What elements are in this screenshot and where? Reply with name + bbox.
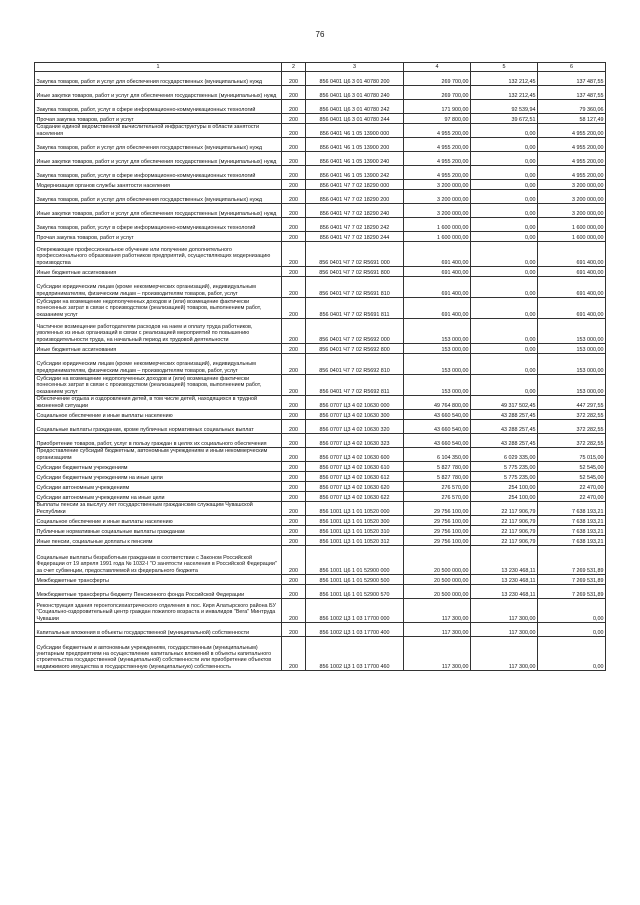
table-row (35, 190, 606, 204)
row-line-code: 200 (282, 585, 306, 599)
table-row (35, 462, 606, 472)
row-budget-code: 856 0401 Ц6 3 01 40780 244 (306, 114, 404, 124)
row-approved-amount: 276 570,00 (404, 492, 471, 502)
row-line-code: 200 (282, 637, 306, 671)
col-header-6: 6 (538, 63, 606, 72)
row-line-code: 200 (282, 410, 306, 420)
row-name: Капитальные вложения в объекты государственной (муниципальной) собственности (35, 623, 282, 637)
row-approved-amount: 43 660 540,00 (404, 420, 471, 434)
row-approved-amount: 153 000,00 (404, 344, 471, 354)
row-approved-amount: 5 827 780,00 (404, 472, 471, 482)
row-remaining-amount: 1 600 000,00 (538, 218, 606, 232)
table-row (35, 298, 606, 319)
row-approved-amount: 43 660 540,00 (404, 434, 471, 448)
row-executed-amount: 6 029 335,00 (471, 448, 538, 462)
table-row (35, 637, 606, 671)
row-line-code: 200 (282, 472, 306, 482)
row-line-code: 200 (282, 72, 306, 86)
row-budget-code: 856 0401 Ч7 7 02 R5692 800 (306, 344, 404, 354)
row-budget-code: 856 0707 Ц3 4 02 10630 620 (306, 482, 404, 492)
row-approved-amount: 171 900,00 (404, 100, 471, 114)
table-row (35, 546, 606, 575)
table-row (35, 204, 606, 218)
row-executed-amount: 22 117 906,79 (471, 526, 538, 536)
row-executed-amount: 0,00 (471, 344, 538, 354)
row-name: Субсидии автономным учреждениям (35, 482, 282, 492)
table-row (35, 585, 606, 599)
row-budget-code: 856 0707 Ц3 4 02 10630 300 (306, 410, 404, 420)
row-remaining-amount: 3 200 000,00 (538, 180, 606, 190)
row-remaining-amount: 691 400,00 (538, 277, 606, 298)
row-remaining-amount: 7 269 531,89 (538, 575, 606, 585)
row-approved-amount: 43 660 540,00 (404, 410, 471, 420)
row-approved-amount: 29 756 100,00 (404, 536, 471, 546)
row-approved-amount: 1 600 000,00 (404, 218, 471, 232)
row-approved-amount: 6 104 350,00 (404, 448, 471, 462)
table-row (35, 492, 606, 502)
row-name: Социальное обеспечение и иные выплаты населению (35, 516, 282, 526)
row-executed-amount: 254 100,00 (471, 482, 538, 492)
row-approved-amount: 29 756 100,00 (404, 516, 471, 526)
row-name: Закупка товаров, работ, услуг в сфере информационно-коммуникационных технологий (35, 166, 282, 180)
row-executed-amount: 0,00 (471, 124, 538, 138)
row-line-code: 200 (282, 180, 306, 190)
row-approved-amount: 4 955 200,00 (404, 166, 471, 180)
table-row (35, 536, 606, 546)
row-executed-amount: 22 117 906,79 (471, 502, 538, 516)
row-budget-code: 856 0707 Ц3 4 02 10630 323 (306, 434, 404, 448)
table-row (35, 502, 606, 516)
row-remaining-amount: 447 297,55 (538, 396, 606, 410)
row-approved-amount: 153 000,00 (404, 319, 471, 344)
row-line-code: 200 (282, 599, 306, 623)
row-budget-code: 856 1002 Ц3 1 03 17700 460 (306, 637, 404, 671)
row-remaining-amount: 137 487,55 (538, 72, 606, 86)
row-name: Субсидии автономным учреждениям на иные цели (35, 492, 282, 502)
row-executed-amount: 0,00 (471, 190, 538, 204)
row-approved-amount: 4 955 200,00 (404, 152, 471, 166)
row-approved-amount: 1 600 000,00 (404, 232, 471, 242)
row-approved-amount: 4 955 200,00 (404, 124, 471, 138)
row-name: Выплаты пенсии за выслугу лет государственным гражданским служащим Чувашской Республики (35, 502, 282, 516)
row-line-code: 200 (282, 354, 306, 375)
row-budget-code: 856 1002 Ц3 1 03 17700 400 (306, 623, 404, 637)
row-remaining-amount: 4 955 200,00 (538, 138, 606, 152)
row-line-code: 200 (282, 462, 306, 472)
row-name: Социальное обеспечение и иные выплаты населению (35, 410, 282, 420)
row-remaining-amount: 58 127,49 (538, 114, 606, 124)
row-line-code: 200 (282, 575, 306, 585)
row-remaining-amount: 52 545,00 (538, 472, 606, 482)
row-executed-amount: 117 300,00 (471, 599, 538, 623)
row-executed-amount: 43 288 257,45 (471, 410, 538, 420)
row-executed-amount: 5 775 235,00 (471, 472, 538, 482)
row-line-code: 200 (282, 536, 306, 546)
row-approved-amount: 269 700,00 (404, 86, 471, 100)
row-budget-code: 856 0707 Ц3 4 02 10630 000 (306, 396, 404, 410)
row-executed-amount: 49 317 502,45 (471, 396, 538, 410)
row-approved-amount: 691 400,00 (404, 267, 471, 277)
row-budget-code: 856 0401 Ч7 7 02 R5692 811 (306, 375, 404, 396)
row-budget-code: 856 0401 Ч7 7 02 R5692 000 (306, 319, 404, 344)
row-approved-amount: 20 500 000,00 (404, 585, 471, 599)
row-executed-amount: 43 288 257,45 (471, 434, 538, 448)
row-executed-amount: 39 672,51 (471, 114, 538, 124)
row-name: Социальные выплаты безработным гражданам в соответствии с Законом Российской Федерации от 19 апреля 1991 года № 1032-I "О занятости населения в Российской Федерации" за счет субвенции, предоставляемой из федерального бюджета (35, 546, 282, 575)
table-row (35, 218, 606, 232)
row-name: Межбюджетные трансферты (35, 575, 282, 585)
row-remaining-amount: 0,00 (538, 599, 606, 623)
row-name: Приобретение товаров, работ, услуг в пользу граждан в целях их социального обеспечения (35, 434, 282, 448)
row-approved-amount: 29 756 100,00 (404, 526, 471, 536)
col-header-5: 5 (471, 63, 538, 72)
row-approved-amount: 3 200 000,00 (404, 204, 471, 218)
row-name: Субсидии на возмещение недополученных доходов и (или) возмещение фактически понесенных затрат в связи с производством (реализацией) товаров, выполнением работ, оказанием услуг (35, 375, 282, 396)
row-remaining-amount: 153 000,00 (538, 319, 606, 344)
table-row (35, 575, 606, 585)
row-name: Прочая закупка товаров, работ и услуг (35, 232, 282, 242)
row-approved-amount: 691 400,00 (404, 242, 471, 267)
table-row (35, 482, 606, 492)
table-row (35, 375, 606, 396)
row-line-code: 200 (282, 396, 306, 410)
row-budget-code: 856 0707 Ц3 4 02 10630 612 (306, 472, 404, 482)
row-approved-amount: 3 200 000,00 (404, 190, 471, 204)
row-approved-amount: 153 000,00 (404, 354, 471, 375)
row-executed-amount: 0,00 (471, 180, 538, 190)
row-line-code: 200 (282, 420, 306, 434)
row-name: Субсидии бюджетным и автономным учреждениям, государственным (муниципальным) унитарным предприятиям на осуществление капитальных вложений в объекты капитального строительства государственной (муниципальной) собственности или приобретение объектов недвижимого имущества в государственную (муниципальную) собственность (35, 637, 282, 671)
row-remaining-amount: 7 638 193,21 (538, 516, 606, 526)
row-name: Модернизация органов службы занятости населения (35, 180, 282, 190)
table-row (35, 138, 606, 152)
row-budget-code: 856 0401 Ц6 3 01 40780 240 (306, 86, 404, 100)
row-line-code: 200 (282, 190, 306, 204)
row-remaining-amount: 4 955 200,00 (538, 152, 606, 166)
row-name: Закупка товаров, работ, услуг в сфере информационно-коммуникационных технологий (35, 218, 282, 232)
row-approved-amount: 5 827 780,00 (404, 462, 471, 472)
table-body (35, 72, 606, 671)
row-executed-amount: 117 300,00 (471, 637, 538, 671)
row-remaining-amount: 0,00 (538, 637, 606, 671)
row-name: Прочая закупка товаров, работ и услуг (35, 114, 282, 124)
row-executed-amount: 22 117 906,79 (471, 536, 538, 546)
row-budget-code: 856 1001 Ц3 1 01 10520 300 (306, 516, 404, 526)
row-line-code: 200 (282, 100, 306, 114)
row-executed-amount: 5 775 235,00 (471, 462, 538, 472)
row-remaining-amount: 75 015,00 (538, 448, 606, 462)
row-remaining-amount: 153 000,00 (538, 354, 606, 375)
row-name: Публичные нормативные социальные выплаты гражданам (35, 526, 282, 536)
row-line-code: 200 (282, 502, 306, 516)
row-approved-amount: 20 500 000,00 (404, 575, 471, 585)
row-remaining-amount: 153 000,00 (538, 375, 606, 396)
row-executed-amount: 13 230 468,11 (471, 585, 538, 599)
row-budget-code: 856 0401 Ч6 1 05 13900 000 (306, 124, 404, 138)
row-name: Предоставление субсидий бюджетным, автономным учреждениям и иным некоммерческим организациям (35, 448, 282, 462)
row-name: Иные бюджетные ассигнования (35, 267, 282, 277)
row-name: Субсидии бюджетным учреждениям (35, 462, 282, 472)
row-executed-amount: 13 230 468,11 (471, 575, 538, 585)
page-number: 76 (315, 30, 325, 39)
row-budget-code: 856 0401 Ч7 7 02 R5692 810 (306, 354, 404, 375)
row-budget-code: 856 0707 Ц3 4 02 10630 610 (306, 462, 404, 472)
row-line-code: 200 (282, 546, 306, 575)
table-row (35, 448, 606, 462)
row-approved-amount: 691 400,00 (404, 277, 471, 298)
row-name: Иные пенсии, социальные доплаты к пенсиям (35, 536, 282, 546)
row-line-code: 200 (282, 124, 306, 138)
col-header-1: 1 (35, 63, 282, 72)
row-budget-code: 856 1001 Ц3 1 01 10520 000 (306, 502, 404, 516)
row-name: Частичное возмещение работодателям расходов на наем и оплату труда работников, уволенных из иных организаций в связи с реализацией мероприятий по повышению производительности труда, на начальный период их трудовой деятельности (35, 319, 282, 344)
row-line-code: 200 (282, 526, 306, 536)
row-name: Создание единой ведомственной вычислительной инфраструктуры в области занятости населения (35, 124, 282, 138)
table-row (35, 526, 606, 536)
row-name: Закупка товаров, работ и услуг для обеспечения государственных (муниципальных) нужд (35, 72, 282, 86)
row-remaining-amount: 7 269 531,89 (538, 585, 606, 599)
row-approved-amount: 276 570,00 (404, 482, 471, 492)
row-name: Закупка товаров, работ и услуг для обеспечения государственных (муниципальных) нужд (35, 138, 282, 152)
table-row (35, 100, 606, 114)
row-budget-code: 856 0707 Ц3 4 02 10630 600 (306, 448, 404, 462)
row-executed-amount: 132 212,45 (471, 72, 538, 86)
row-name: Опережающее профессиональное обучение или получение дополнительного профессионального образования работников предприятий, осуществляющих модернизацию производства (35, 242, 282, 267)
row-approved-amount: 117 300,00 (404, 599, 471, 623)
row-budget-code: 856 0401 Ч7 7 02 R5691 810 (306, 277, 404, 298)
row-approved-amount: 97 800,00 (404, 114, 471, 124)
row-budget-code: 856 1001 Ц3 1 01 10520 310 (306, 526, 404, 536)
table-row (35, 267, 606, 277)
row-remaining-amount: 4 955 200,00 (538, 124, 606, 138)
row-budget-code: 856 0707 Ц3 4 02 10630 320 (306, 420, 404, 434)
table-row (35, 623, 606, 637)
row-line-code: 200 (282, 218, 306, 232)
row-remaining-amount: 3 200 000,00 (538, 204, 606, 218)
row-executed-amount: 0,00 (471, 375, 538, 396)
row-executed-amount: 0,00 (471, 218, 538, 232)
row-name: Закупка товаров, работ, услуг в сфере информационно-коммуникационных технологий (35, 100, 282, 114)
row-approved-amount: 691 400,00 (404, 298, 471, 319)
row-name: Обеспечение отдыха и оздоровления детей, в том числе детей, находящихся в трудной жизненной ситуации (35, 396, 282, 410)
row-name: Социальные выплаты гражданам, кроме публичных нормативных социальных выплат (35, 420, 282, 434)
row-budget-code: 856 0401 Ч7 7 02 18290 200 (306, 190, 404, 204)
row-executed-amount: 43 288 257,45 (471, 420, 538, 434)
row-executed-amount: 0,00 (471, 242, 538, 267)
row-name: Межбюджетные трансферты бюджету Пенсионного фонда Российской Федерации (35, 585, 282, 599)
row-remaining-amount: 1 600 000,00 (538, 232, 606, 242)
row-remaining-amount: 7 638 193,21 (538, 502, 606, 516)
budget-execution-table (34, 62, 606, 671)
row-remaining-amount: 7 269 531,89 (538, 546, 606, 575)
row-remaining-amount: 0,00 (538, 623, 606, 637)
row-approved-amount: 20 500 000,00 (404, 546, 471, 575)
row-remaining-amount: 691 400,00 (538, 242, 606, 267)
table-row (35, 277, 606, 298)
row-name: Субсидии бюджетным учреждениям на иные цели (35, 472, 282, 482)
row-remaining-amount: 7 638 193,21 (538, 526, 606, 536)
row-line-code: 200 (282, 166, 306, 180)
row-line-code: 200 (282, 375, 306, 396)
table-row (35, 516, 606, 526)
row-executed-amount: 0,00 (471, 298, 538, 319)
row-budget-code: 856 1001 Ц6 1 01 52900 000 (306, 546, 404, 575)
row-line-code: 200 (282, 482, 306, 492)
table-row (35, 86, 606, 100)
row-executed-amount: 0,00 (471, 354, 538, 375)
table-row (35, 72, 606, 86)
table-row (35, 354, 606, 375)
table-row (35, 420, 606, 434)
row-approved-amount: 49 764 800,00 (404, 396, 471, 410)
table-row (35, 166, 606, 180)
table-row (35, 319, 606, 344)
col-header-2: 2 (282, 63, 306, 72)
table-row (35, 344, 606, 354)
row-budget-code: 856 1001 Ц3 1 01 10520 312 (306, 536, 404, 546)
row-line-code: 200 (282, 623, 306, 637)
row-executed-amount: 92 539,94 (471, 100, 538, 114)
row-executed-amount: 0,00 (471, 319, 538, 344)
row-line-code: 200 (282, 434, 306, 448)
row-name: Закупка товаров, работ и услуг для обеспечения государственных (муниципальных) нужд (35, 190, 282, 204)
row-name: Иные закупки товаров, работ и услуг для обеспечения государственных (муниципальных) нужд (35, 204, 282, 218)
table-row (35, 232, 606, 242)
row-line-code: 200 (282, 242, 306, 267)
row-approved-amount: 153 000,00 (404, 375, 471, 396)
row-executed-amount: 0,00 (471, 232, 538, 242)
row-approved-amount: 117 300,00 (404, 623, 471, 637)
row-remaining-amount: 372 282,55 (538, 410, 606, 420)
row-remaining-amount: 22 470,00 (538, 482, 606, 492)
row-budget-code: 856 0401 Ч7 7 02 R5691 811 (306, 298, 404, 319)
row-remaining-amount: 7 638 193,21 (538, 536, 606, 546)
row-line-code: 200 (282, 232, 306, 242)
row-line-code: 200 (282, 204, 306, 218)
row-executed-amount: 13 230 468,11 (471, 546, 538, 575)
row-approved-amount: 117 300,00 (404, 637, 471, 671)
row-remaining-amount: 52 545,00 (538, 462, 606, 472)
row-executed-amount: 0,00 (471, 152, 538, 166)
row-remaining-amount: 691 400,00 (538, 267, 606, 277)
row-budget-code: 856 0401 Ч6 1 05 13900 242 (306, 166, 404, 180)
row-line-code: 200 (282, 267, 306, 277)
row-remaining-amount: 3 200 000,00 (538, 190, 606, 204)
table-row (35, 396, 606, 410)
row-executed-amount: 132 212,45 (471, 86, 538, 100)
header-row (35, 63, 606, 72)
row-line-code: 200 (282, 277, 306, 298)
row-budget-code: 856 1002 Ц3 1 03 17700 000 (306, 599, 404, 623)
row-budget-code: 856 0401 Ч7 7 02 18290 240 (306, 204, 404, 218)
row-name: Субсидии на возмещение недополученных доходов и (или) возмещение фактически понесенных затрат в связи с производством (реализацией) товаров, выполнением работ, оказанием услуг (35, 298, 282, 319)
row-budget-code: 856 0401 Ч7 7 02 18290 242 (306, 218, 404, 232)
row-executed-amount: 0,00 (471, 277, 538, 298)
row-remaining-amount: 137 487,55 (538, 86, 606, 100)
row-line-code: 200 (282, 319, 306, 344)
table-row (35, 410, 606, 420)
row-line-code: 200 (282, 492, 306, 502)
row-budget-code: 856 1001 Ц6 1 01 52900 500 (306, 575, 404, 585)
row-executed-amount: 0,00 (471, 166, 538, 180)
row-budget-code: 856 0401 Ч6 1 05 13900 200 (306, 138, 404, 152)
row-budget-code: 856 0401 Ч7 7 02 18290 000 (306, 180, 404, 190)
table-row (35, 242, 606, 267)
row-approved-amount: 29 756 100,00 (404, 502, 471, 516)
row-line-code: 200 (282, 448, 306, 462)
row-approved-amount: 3 200 000,00 (404, 180, 471, 190)
table-row (35, 124, 606, 138)
row-name: Иные бюджетные ассигнования (35, 344, 282, 354)
row-executed-amount: 0,00 (471, 267, 538, 277)
row-budget-code: 856 0401 Ч6 1 05 13900 240 (306, 152, 404, 166)
row-approved-amount: 4 955 200,00 (404, 138, 471, 152)
row-remaining-amount: 79 360,06 (538, 100, 606, 114)
row-executed-amount: 0,00 (471, 138, 538, 152)
row-line-code: 200 (282, 344, 306, 354)
table-row (35, 180, 606, 190)
row-remaining-amount: 691 400,00 (538, 298, 606, 319)
row-line-code: 200 (282, 138, 306, 152)
row-budget-code: 856 1001 Ц6 1 01 52900 570 (306, 585, 404, 599)
row-line-code: 200 (282, 516, 306, 526)
row-budget-code: 856 0401 Ч7 7 02 R5691 000 (306, 242, 404, 267)
row-budget-code: 856 0401 Ц6 3 01 40780 242 (306, 100, 404, 114)
row-name: Субсидии юридическим лицам (кроме некоммерческих организаций), индивидуальным предпринимателям, физическим лицам – производителям товаров, работ, услуг (35, 354, 282, 375)
row-remaining-amount: 22 470,00 (538, 492, 606, 502)
table-row (35, 599, 606, 623)
row-name: Иные закупки товаров, работ и услуг для обеспечения государственных (муниципальных) нужд (35, 86, 282, 100)
row-remaining-amount: 153 000,00 (538, 344, 606, 354)
col-header-3: 3 (306, 63, 404, 72)
row-name: Субсидии юридическим лицам (кроме некоммерческих организаций), индивидуальным предпринимателям, физическим лицам – производителям товаров, работ, услуг (35, 277, 282, 298)
row-budget-code: 856 0401 Ч7 7 02 18290 244 (306, 232, 404, 242)
row-remaining-amount: 372 282,55 (538, 420, 606, 434)
row-remaining-amount: 372 282,55 (538, 434, 606, 448)
row-line-code: 200 (282, 114, 306, 124)
table-row (35, 152, 606, 166)
row-line-code: 200 (282, 298, 306, 319)
table-row (35, 434, 606, 448)
row-budget-code: 856 0401 Ц6 3 01 40780 200 (306, 72, 404, 86)
row-line-code: 200 (282, 152, 306, 166)
row-name: Реконструкция здания геронтопсихиатрического отделения в пос. Киря Алатырского района БУ "Социально-оздоровительный центр граждан пожилого возраста и инвалидов "Вега" Минтруда Чувашии (35, 599, 282, 623)
row-budget-code: 856 0707 Ц3 4 02 10630 622 (306, 492, 404, 502)
table-row (35, 472, 606, 482)
row-executed-amount: 254 100,00 (471, 492, 538, 502)
row-remaining-amount: 4 955 200,00 (538, 166, 606, 180)
row-executed-amount: 117 300,00 (471, 623, 538, 637)
table-row (35, 114, 606, 124)
row-executed-amount: 0,00 (471, 204, 538, 218)
col-header-4: 4 (404, 63, 471, 72)
row-approved-amount: 269 700,00 (404, 72, 471, 86)
row-budget-code: 856 0401 Ч7 7 02 R5691 800 (306, 267, 404, 277)
row-name: Иные закупки товаров, работ и услуг для обеспечения государственных (муниципальных) нужд (35, 152, 282, 166)
row-line-code: 200 (282, 86, 306, 100)
row-executed-amount: 22 117 906,79 (471, 516, 538, 526)
